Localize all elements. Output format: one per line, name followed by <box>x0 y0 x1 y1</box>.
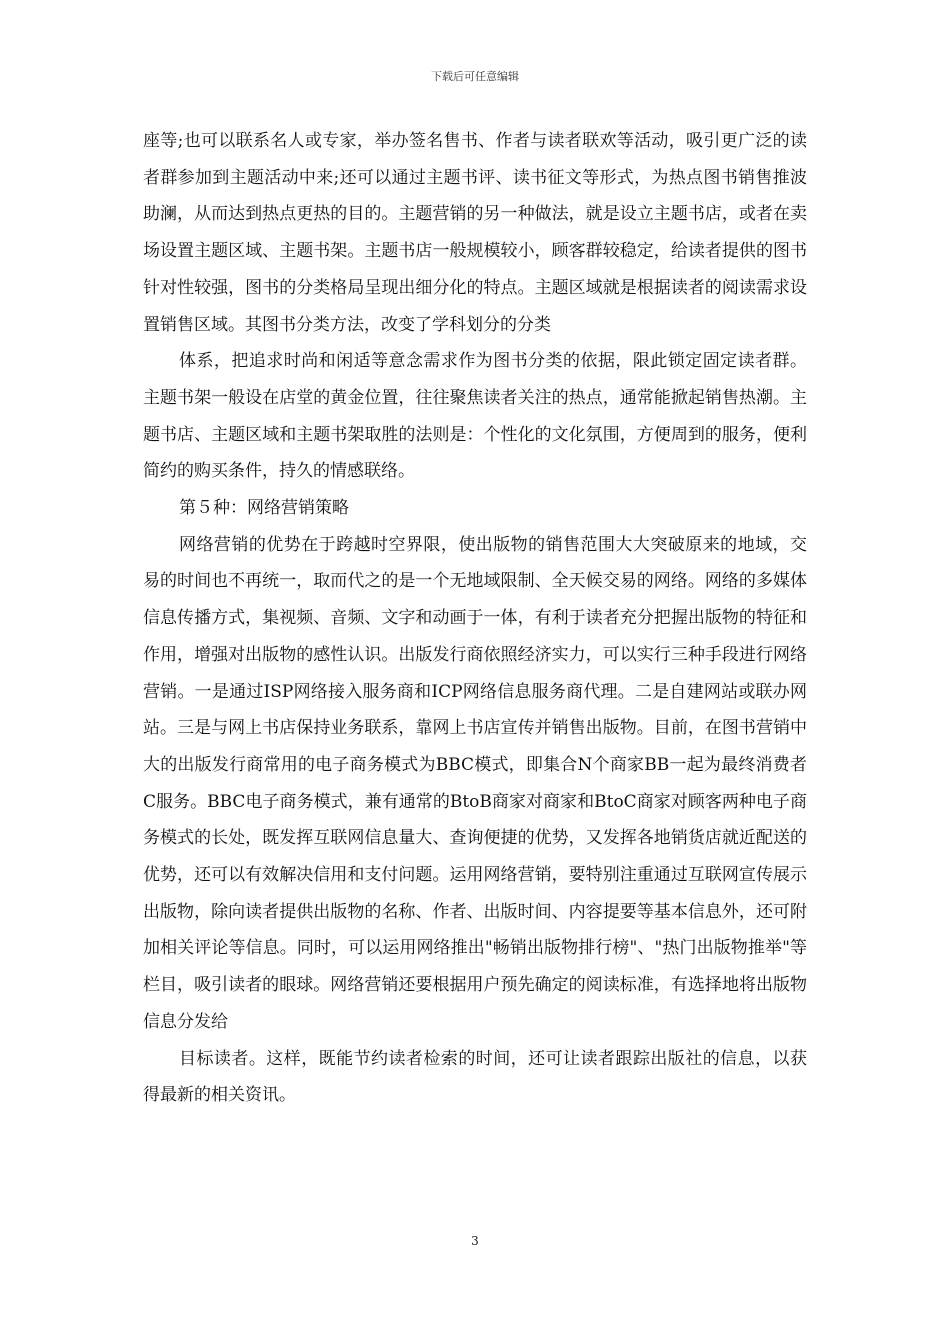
section-heading-network-marketing: 第５种：网络营销策略 <box>179 498 349 519</box>
paragraph-theme-classification: 体系，把追求时尚和闲适等意念需求作为图书分类的依据，限此锁定固定读者群。主题书架一般设在店堂的黄金位置，往往聚焦读者关注的热点，通常能掀起销售热潮。主题书店、主题区域和主题书架取胜的法则是：个性化的文化氛围，方便周到的服务，便利简约的购买条件，持久的情感联络。 <box>143 351 807 482</box>
paragraph-target-readers: 目标读者。这样，既能节约读者检索的时间，还可让读者跟踪出版社的信息，以获得最新的相关资讯。 <box>143 1048 807 1106</box>
paragraph-network-marketing: 网络营销的优势在于跨越时空界限，使出版物的销售范围大大突破原来的地域，交易的时间也不再统一，取而代之的是一个无地域限制、全天候交易的网络。网络的多媒体信息传播方式，集视频、音频、文字和动画于一体，有利于读者充分把握出版物的特征和作用，增强对出版物的感性认识。出版发行商依照经济实力，可以实行三种手段进行网络营销。一是通过ISP网络接入服务商和ICP网络信息服务商代理。二是自建网站或联办网站。三是与网上书店保持业务联系，靠网上书店宣传并销售出版物。目前，在图书营销中大的出版发行商常用的电子商务模式为BBC模式，即集合N个商家BB一起为最终消费者C服务。BBC电子商务模式，兼有通常的BtoB商家对商家和BtoC商家对顾客两种电子商务模式的长处，既发挥互联网信息量大、查询便捷的优势，又发挥各地销货店就近配送的优势，还可以有效解决信用和支付问题。运用网络营销，要特别注重通过互联网宣传展示出版物，除向读者提供出版物的名称、作者、出版时间、内容提要等基本信息外，还可附加相关评论等信息。同时，可以运用网络推出"畅销出版物排行榜"、"热门出版物推举"等栏目，吸引读者的眼球。网络营销还要根据用户预先确定的阅读标准，有选择地将出版物信息分发给 <box>143 534 807 1032</box>
document-body <box>143 123 807 1114</box>
page-number: 3 <box>471 1234 479 1248</box>
paragraph-theme-marketing: 座等;也可以联系名人或专家，举办签名售书、作者与读者联欢等活动，吸引更广泛的读者群参加到主题活动中来;还可以通过主题书评、读书征文等形式，为热点图书销售推波助澜，从而达到热点更热的目的。主题营销的另一种做法，就是设立主题书店，或者在卖场设置主题区域、主题书架。主题书店一般规模较小，顾客群较稳定，给读者提供的图书针对性较强，图书的分类格局呈现出细分化的特点。主题区域就是根据读者的阅读需求设置销售区域。其图书分类方法，改变了学科划分的分类 <box>143 131 807 335</box>
page-header: 下载后可任意编辑 <box>431 70 519 83</box>
